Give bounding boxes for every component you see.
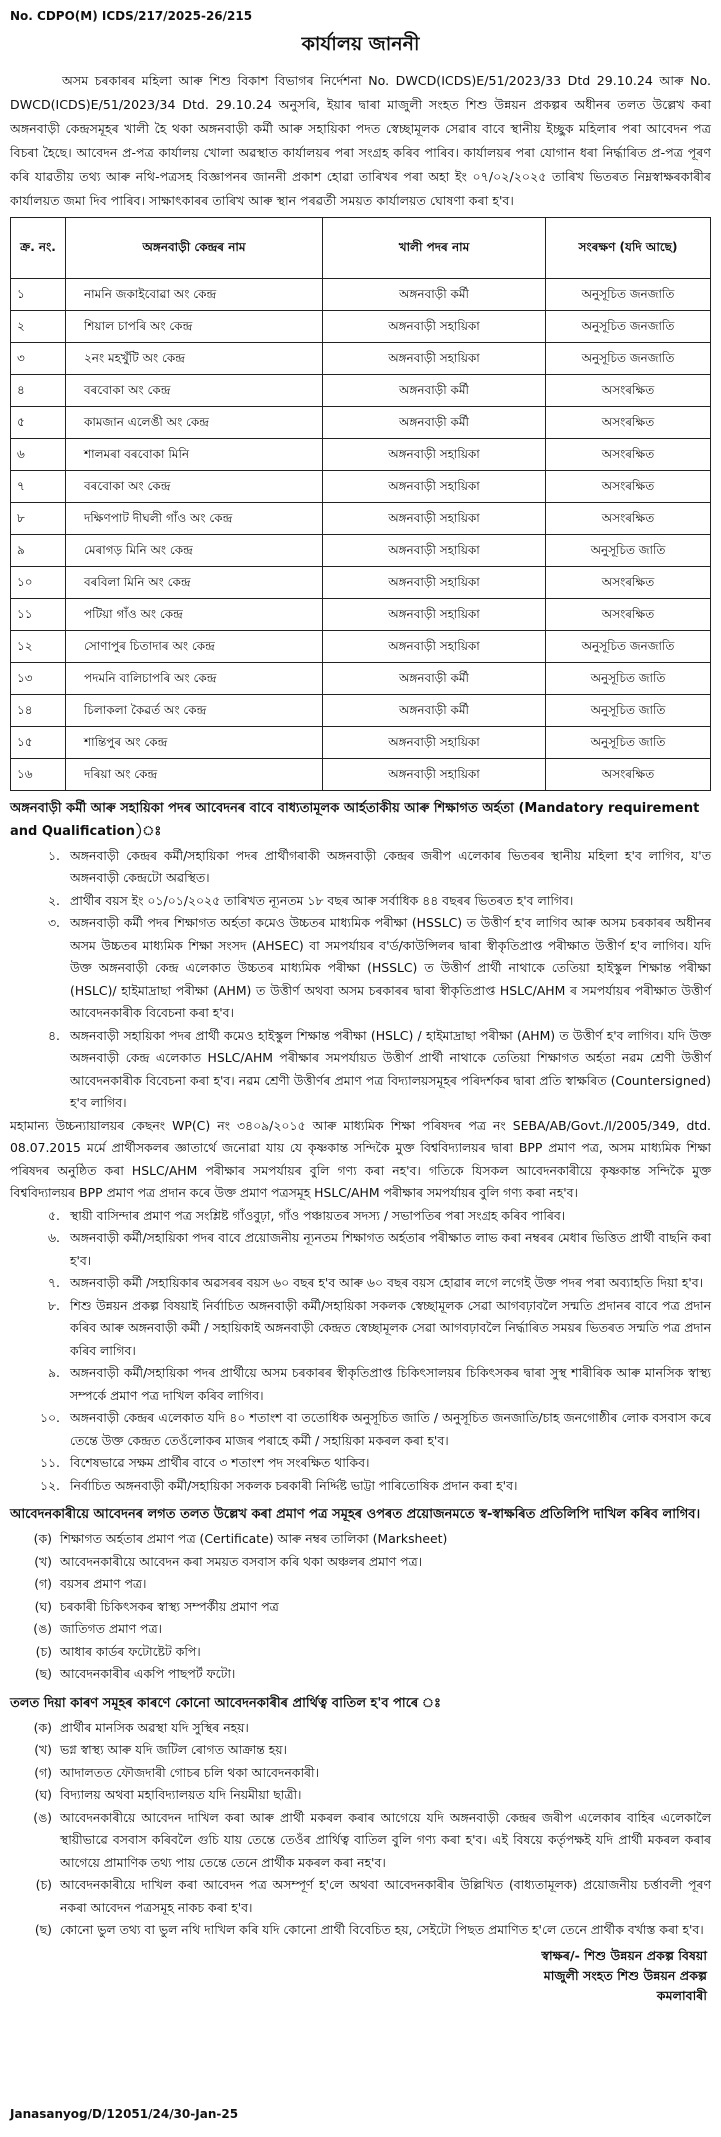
list-item-number: (ছ) [34,1922,52,1938]
list-item [10,1452,711,1475]
list-item-text: ভগ্ন স্বাস্থ্য আৰু যদি জটিল ৰোগত আক্ৰান্ত হয়। [60,1742,287,1758]
list-item-number: (ছ) [34,1666,52,1682]
list-item-number: (ঘ) [34,1787,52,1803]
list-item [10,845,711,890]
cell-post-name: অঙ্গনবাড়ী সহায়িকা [323,502,546,534]
signature-line-3: কমলাবাৰী [656,1987,707,2003]
intro-paragraph: অসম চৰকাৰৰ মহিলা আৰু শিশু বিকাশ বিভাগৰ নিৰ্দেশনা No. DWCD(ICDS)E/51/2023/33 Dtd 29.10.24 আৰু No. DWCD(ICDS)E/51/2023/34 Dtd. 29.10.24 অনুসৰি, ইয়াৰ দ্বাৰা মাজুলী সংহত শিশু উন্নয়ন প্ৰকল্পৰ অধীনৰ তলত উল্লেখ কৰা অঙ্গনবাড়ী কেন্দ্ৰসমূহৰ খালী হৈ থকা অঙ্গনবাড়ী কৰ্মী আৰু সহায়িকা পদত স্বেচ্ছামূলক সেৱাৰ বাবে স্থানীয় ইচ্ছুক মহিলাৰ পৰা আবেদন পত্ৰ বিচৰা হৈছে। আবেদন প্ৰ-পত্ৰ কাৰ্যালয় খোলা অৱস্থাত কাৰ্যালয়ৰ পৰা সংগ্ৰহ কৰিব পাৰিব। কাৰ্যালয়ৰ পৰা যোগান ধৰা নিৰ্দ্ধাৰিত প্ৰ-পত্ৰ পূৰণ কৰি যাৱতীয় তথ্য আৰু নথি-পত্ৰসহ বিজ্ঞাপনৰ জাননী প্ৰকাশ হোৱা তাৰিখৰ পৰা অহা ইং ০৭/০২/২০২৫ তাৰিখ ভিতৰত নিম্নস্বাক্ষৰকাৰীৰ কাৰ্যালয়ত জমা দিব পাৰিব। সাক্ষাৎকাৰৰ তাৰিখ আৰু স্থান পৰৱৰ্তী সময়ত কাৰ্যালয়ত ঘোষণা কৰা হ'ব। [10,72,711,208]
cell-reservation: অনুসূচিত জনজাতি [546,342,711,374]
list-item-text: আবেদনকাৰীয়ে আবেদন কৰা সময়ত বসবাস কৰি থকা অঞ্চলৰ প্ৰমাণ পত্ৰ। [60,1553,423,1569]
list-item [10,1596,711,1619]
list-item [10,1205,711,1228]
list-item-number: ৪. [48,1027,60,1043]
col-header-sl: ক্ৰ. নং. [11,217,66,278]
list-item-number: ৯. [48,1365,60,1381]
list-item [10,1784,711,1807]
cell-sl: ১২ [11,630,66,662]
list-item [10,1551,711,1574]
qualification-list [10,845,711,1115]
rejection-list [10,1717,711,1942]
documents-heading: আবেদনকাৰীয়ে আবেদনৰ লগত তলত উল্লেখ কৰা প্ৰমাণ পত্ৰ সমূহৰ ওপৰত প্ৰয়োজনমতে স্ব-স্বাক্ষৰিত প্ৰতিলিপি দাখিল কৰিব লাগিব। [10,1507,701,1523]
table-row [11,310,711,342]
list-item-text: অঙ্গনবাড়ী কৰ্মী /সহায়িকাৰ অৱসৰৰ বয়স ৬০ বছৰ হ'ব আৰু ৬০ বছৰ বয়স হোৱাৰ লগে লগেই উক্ত পদৰ পৰা অব্যাহতি দিয়া হ'ব। [70,1275,704,1291]
documents-list [10,1528,711,1686]
cell-sl: ৫ [11,406,66,438]
rejection-heading: তলত দিয়া কাৰণ সমূহৰ কাৰণে কোনো আবেদনকাৰীৰ প্ৰাৰ্থিত্ব বাতিল হ'ব পাৰে ঃ [10,1695,441,1711]
signature-line-2: মাজুলী সংহত শিশু উন্নয়ন প্ৰকল্প [543,1967,707,1983]
cell-centre-name: মেৰাগড় মিনি অং কেন্দ্ৰ [66,534,323,566]
cell-post-name: অঙ্গনবাড়ী কৰ্মী [323,662,546,694]
cell-centre-name: শিয়াল চাপৰি অং কেন্দ্ৰ [66,310,323,342]
cell-sl: ১০ [11,566,66,598]
table-row [11,534,711,566]
list-item-text: শিক্ষাগত অৰ্হতাৰ প্ৰমাণ পত্ৰ (Certificate) আৰু নম্বৰ তালিকা (Marksheet) [60,1531,448,1547]
list-item-text: বিদ্যালয় অথবা মহাবিদ্যালয়ত যদি নিয়মীয়া ছাত্ৰী। [60,1787,302,1803]
list-item-number: ৫. [48,1207,60,1223]
list-item-number: (খ) [34,1742,52,1758]
table-row [11,374,711,406]
reference-number: No. CDPO(M) ICDS/217/2025-26/215 [10,9,253,23]
list-item-number: (ক) [33,1531,52,1547]
list-item-text: বিশেষভাৱে সক্ষম প্ৰাৰ্থীৰ বাবে ৩ শতাংশ পদ সংৰক্ষিত থাকিব। [70,1455,370,1471]
list-item [10,1025,711,1115]
list-item-number: ১১. [39,1455,60,1471]
table-row [11,758,711,790]
cell-post-name: অঙ্গনবাড়ী কৰ্মী [323,278,546,310]
list-item-number: (ঘ) [34,1598,52,1614]
cell-sl: ৩ [11,342,66,374]
cell-centre-name: কামজান এলেঙী অং কেন্দ্ৰ [66,406,323,438]
cell-post-name: অঙ্গনবাড়ী সহায়িকা [323,598,546,630]
cell-reservation: অসংৰক্ষিত [546,470,711,502]
cell-reservation: অসংৰক্ষিত [546,438,711,470]
list-item [10,890,711,913]
list-item-text: আবেদনকাৰীয়ে আবেদন দাখিল কৰা আৰু প্ৰাৰ্থী মকৰল কৰাৰ আগেয়ে যদি অঙ্গনবাড়ী কেন্দ্ৰৰ জৰীপ এলেকাৰ বাহিৰ এলেকালৈ স্থায়ীভাৱে বসবাস কৰিবলৈ গুচি যায় তেন্তে তেওঁৰ প্ৰাৰ্থিত্ব বাতিল বুলি গণ্য কৰা হ'ব। এই বিষয়ে কৰ্তৃপক্ষই যদি প্ৰাৰ্থী মকৰল কৰাৰ আগেয়ে প্ৰামাণিক তথ্য পায় তেন্তে তেনে প্ৰাৰ্থীক মকৰল কৰা নহ'ব। [60,1809,711,1870]
list-item [10,1641,711,1664]
list-item-text: স্থায়ী বাসিন্দাৰ প্ৰমাণ পত্ৰ সংশ্লিষ্ট গাঁওবুঢ়া, গাঁও পঞ্চায়তৰ সদস্য / সভাপতিৰ পৰা সংগ্ৰহ কৰিব পাৰিব। [70,1207,566,1223]
table-row [11,694,711,726]
cell-sl: ১১ [11,598,66,630]
list-item-number: (চ) [35,1877,52,1893]
cell-sl: ১৪ [11,694,66,726]
list-item-text: শিশু উন্নয়ন প্ৰকল্প বিষয়াই নিৰ্বাচিত অঙ্গনবাড়ী কৰ্মী/সহায়িকা সকলক স্বেচ্ছামূলক সেৱা আগবঢ়াবলৈ সন্মতি প্ৰদানৰ বাবে পত্ৰ প্ৰদান কৰিব আৰু অঙ্গনবাড়ী কৰ্মী / সহায়িকাই অঙ্গনবাড়ী কেন্দ্ৰত স্বেচ্ছামূলক সেৱা আগবঢ়াবলৈ নিৰ্দ্ধাৰিত সময়ৰ ভিতৰত সন্মতি পত্ৰ প্ৰদান কৰিব লাগিব। [70,1297,711,1358]
list-item-text: অঙ্গনবাড়ী সহায়িকা পদৰ প্ৰাৰ্থী কমেও হাইস্কুল শিক্ষান্ত পৰীক্ষা (HSLC) / হাইমাদ্ৰাছা পৰীক্ষা (AHM) ত উত্তীৰ্ণ হ'ব লাগিব। যদি উক্ত অঙ্গনবাড়ী কেন্দ্ৰ এলেকাত HSLC/AHM পৰীক্ষাৰ সমপৰ্যায়ত উত্তীৰ্ণ প্ৰাৰ্থী নাথাকে তেতিয়া শিক্ষাগত অৰ্হতা নৱম শ্ৰেণী উত্তীৰ্ণ আবেদনকাৰীক বিবেচনা কৰা হ'ব। নৱম শ্ৰেণী উত্তীৰ্ণৰ প্ৰমাণ পত্ৰ বিদ্যালয়সমূহৰ পৰিদৰ্শকৰ দ্বাৰা প্ৰতি স্বাক্ষৰিত (Countersigned) হ'ব লাগিব। [70,1027,711,1111]
cell-post-name: অঙ্গনবাড়ী সহায়িকা [323,470,546,502]
cell-sl: ৮ [11,502,66,534]
list-item-text: আবেদনকাৰীয়ে দাখিল কৰা আবেদন পত্ৰ অসম্পূৰ্ণ হ'লে অথবা আবেদনকাৰীৰ উল্লিখিত (বাধ্যতামূলক) প্ৰয়োজনীয় চৰ্ত্তাবলী পূৰণ নকৰা আবেদন পত্ৰসমূহ নাকচ কৰা হ'ব। [60,1877,711,1915]
list-item [10,1272,711,1295]
list-item-text: অঙ্গনবাড়ী কৰ্মী পদৰ শিক্ষাগত অৰ্হতা কমেও উচ্চতৰ মাধ্যমিক পৰীক্ষা (HSSLC) ত উত্তীৰ্ণ হ'ব লাগিব আৰু অসম চৰকাৰৰ অধীনৰ অসম উচ্চতৰ মাধ্যমিক শিক্ষা সংসদ (AHSEC) বা সমপৰ্যায়ৰ ব'ৰ্ড/কাউন্সিলৰ দ্বাৰা স্বীকৃতিপ্ৰাপ্ত পৰীক্ষাত উত্তীৰ্ণ হ'ব লাগিব। যদি উক্ত অঙ্গনবাড়ী কেন্দ্ৰ এলেকাত উচ্চতৰ মাধ্যমিক পৰীক্ষা (HSSLC) ত উত্তীৰ্ণ প্ৰাৰ্থী নাথাকে তেতিয়া হাইস্কুল শিক্ষান্ত পৰীক্ষা (HSLC)/ হাইমাদ্ৰাছা পৰীক্ষা (AHM) ত উত্তীৰ্ণ অথবা অসম চৰকাৰৰ দ্বাৰা স্বীকৃতিপ্ৰাপ্ত HSLC/AHM ৰ সমপৰ্যায়ৰ পৰীক্ষাত উত্তীৰ্ণ আবেদনকাৰীক বিবেচনা কৰা হ'ব। [70,915,711,1021]
cell-post-name: অঙ্গনবাড়ী কৰ্মী [323,406,546,438]
list-item-number: (গ) [34,1764,52,1780]
cell-centre-name: পদমনি বালিচাপৰি অং কেন্দ্ৰ [66,662,323,694]
list-item-number: (গ) [34,1576,52,1592]
list-item-text: আধাৰ কাৰ্ডৰ ফটোষ্টেট কপি। [60,1643,201,1659]
cell-post-name: অঙ্গনবাড়ী সহায়িকা [323,342,546,374]
cell-sl: ১৩ [11,662,66,694]
list-item-number: (খ) [34,1553,52,1569]
cell-centre-name: দৰিয়া অং কেন্দ্ৰ [66,758,323,790]
list-item [10,1874,711,1919]
cell-centre-name: নামনি জকাইবোৱা অং কেন্দ্ৰ [66,278,323,310]
list-item-text: বয়সৰ প্ৰমাণ পত্ৰ। [60,1576,147,1592]
cell-centre-name: পটিয়া গাঁও অং কেন্দ্ৰ [66,598,323,630]
table-row [11,278,711,310]
cell-centre-name: শালমৰা বৰবোকা মিনি [66,438,323,470]
cell-reservation: অনুসূচিত জনজাতি [546,278,711,310]
cell-centre-name: ২নং মহখুঁটি অং কেন্দ্ৰ [66,342,323,374]
list-item-number: ২. [48,892,60,908]
cell-sl: ৪ [11,374,66,406]
cell-post-name: অঙ্গনবাড়ী সহায়িকা [323,630,546,662]
table-row [11,662,711,694]
list-item-number: ১২. [39,1477,60,1493]
cell-centre-name: সোণাপুৰ চিতাদাৰ অং কেন্দ্ৰ [66,630,323,662]
list-item [10,1807,711,1875]
list-item [10,1919,711,1942]
signature-line-1: স্বাক্ষৰ/- শিশু উন্নয়ন প্ৰকল্প বিষয়া [541,1947,707,1963]
list-item-text: অঙ্গনবাড়ী কৰ্মী/সহায়িকা পদৰ বাবে প্ৰয়োজনীয় ন্যূনতম শিক্ষাগত অৰ্হতাৰ পৰীক্ষাত লাভ কৰা নম্বৰৰ মেধাৰ ভিত্তিত প্ৰাৰ্থী বাছনি কৰা হ'ব। [70,1230,711,1268]
table-row [11,502,711,534]
cell-sl: ২ [11,310,66,342]
cell-centre-name: বৰবিলা মিনি অং কেন্দ্ৰ [66,566,323,598]
cell-centre-name: চিলাকলা কৈৱৰ্ত অং কেন্দ্ৰ [66,694,323,726]
table-row [11,630,711,662]
table-row [11,438,711,470]
cell-reservation: অনুসূচিত জনজাতি [546,630,711,662]
table-row [11,598,711,630]
page-title: কাৰ্যালয় জাননী [301,33,420,56]
list-item [10,1739,711,1762]
list-item-number: (ঙ) [33,1809,52,1825]
list-item-number: ৭. [48,1275,60,1291]
cell-post-name: অঙ্গনবাড়ী সহায়িকা [323,438,546,470]
list-item [10,1528,711,1551]
cell-centre-name: বৰবোকা অং কেন্দ্ৰ [66,470,323,502]
cell-reservation: অনুসূচিত জাতি [546,662,711,694]
cell-reservation: অসংৰক্ষিত [546,502,711,534]
table-row [11,566,711,598]
list-item-text: আবেদনকাৰীৰ একপি পাছপৰ্ট ফটো। [60,1666,236,1682]
table-row [11,470,711,502]
qualification-heading: অঙ্গনবাড়ী কৰ্মী আৰু সহায়িকা পদৰ আবেদনৰ বাবে বাধ্যতামূলক আৰ্হতাকীয় আৰু শিক্ষাগত অৰ্হতা (Mandatory requirement and Qualification)ঃ [10,800,700,839]
cell-sl: ১ [11,278,66,310]
list-item-number: ৩. [48,915,60,931]
cell-sl: ৭ [11,470,66,502]
list-item-text: প্ৰাৰ্থীৰ মানসিক অৱস্থা যদি সুস্থিৰ নহয়। [60,1719,249,1735]
list-item-number: (ঙ) [33,1621,52,1637]
cell-sl: ৯ [11,534,66,566]
list-item [10,1762,711,1785]
signature-block [10,1946,711,2006]
cell-post-name: অঙ্গনবাড়ী কৰ্মী [323,374,546,406]
table-row [11,406,711,438]
list-item-text: জাতিগত প্ৰমাণ পত্ৰ। [60,1621,162,1637]
list-item-number: (ক) [33,1719,52,1735]
table-header-row [11,217,711,278]
cell-post-name: অঙ্গনবাড়ী সহায়িকা [323,758,546,790]
vacancy-table [10,217,711,791]
footer-reference: Janasanyog/D/12051/24/30-Jan-25 [10,2106,239,2121]
list-item-number: ৬. [48,1230,60,1246]
list-item-text: কোনো ভুল তথ্য বা ভুল নথি দাখিল কৰি যদি কোনো প্ৰাৰ্থী বিবেচিত হয়, সেইটো পিছত প্ৰমাণিত হ'লে তেনে প্ৰাৰ্থীক বৰ্খাস্ত কৰা হ'ব। [60,1922,704,1938]
list-item [10,1618,711,1641]
cell-post-name: অঙ্গনবাড়ী সহায়িকা [323,310,546,342]
col-header-reservation: সংৰক্ষণ (যদি আছে) [546,217,711,278]
cell-reservation: অনুসূচিত জনজাতি [546,310,711,342]
table-row [11,726,711,758]
cell-reservation: অসংৰক্ষিত [546,406,711,438]
cell-centre-name: শান্তিপুৰ অং কেন্দ্ৰ [66,726,323,758]
list-item-text: প্ৰাৰ্থীৰ বয়স ইং ০১/০১/২০২৫ তাৰিখত ন্যূনতম ১৮ বছৰ আৰু সৰ্বাধিক ৪৪ বছৰৰ ভিতৰত হ'ব লাগিব। [70,892,574,908]
cell-reservation: অনুসূচিত জাতি [546,726,711,758]
list-item-text: অঙ্গনবাড়ী কৰ্মী/সহায়িকা পদৰ প্ৰাৰ্থীয়ে অসম চৰকাৰৰ স্বীকৃতিপ্ৰাপ্ত চিকিৎসালয়ৰ চিকিৎসকৰ দ্বাৰা সুস্থ শাৰীৰিক আৰু মানসিক স্বাস্থ্য সম্পৰ্কে প্ৰমাণ পত্ৰ দাখিল কৰিব লাগিব। [70,1365,711,1403]
list-item-number: (চ) [35,1643,52,1659]
cell-reservation: অনুসূচিত জাতি [546,694,711,726]
list-item [10,1227,711,1272]
vacancy-table-body [11,278,711,790]
cell-post-name: অঙ্গনবাড়ী কৰ্মী [323,694,546,726]
table-row [11,342,711,374]
cell-reservation: অসংৰক্ষিত [546,566,711,598]
cell-sl: ১৫ [11,726,66,758]
list-item [10,1407,711,1452]
qualification-note: মহামান্য উচ্চন্যায়ালয়ৰ কেছনং WP(C) নং ৩৪০৯/২০১৫ আৰু মাধ্যমিক শিক্ষা পৰিষদৰ পত্ৰ নং SEBA/AB/Govt./I/2005/349, dtd. 08.07.2015 মৰ্মে প্ৰাৰ্থীসকলৰ জ্ঞাতাৰ্থে জনোৱা যায় যে কৃষ্ণকান্ত সন্দিকৈ মুক্ত বিশ্ববিদ্যালয়ৰ দ্বাৰা BPP প্ৰমাণ পত্ৰ, অসম মাধ্যমিক শিক্ষা পৰিষদৰ অনুষ্ঠিত কৰা HSLC/AHM পৰীক্ষাৰ সমপৰ্যায়ৰ বুলি গণ্য কৰা নহ'ব। গতিকে যিসকল আবেদনকাৰীয়ে কৃষ্ণকান্ত সন্দিকৈ মুক্ত বিশ্ববিদ্যালয়ৰ BPP প্ৰমাণ পত্ৰ প্ৰদান কৰে উক্ত প্ৰমাণ পত্ৰসমূহ HSLC/AHM পৰীক্ষাৰ সমপৰ্যায়ৰ বুলি গণ্য কৰা নহ'ব। [10,1117,711,1201]
cell-reservation: অসংৰক্ষিত [546,374,711,406]
col-header-centre: অঙ্গনবাড়ী কেন্দ্ৰৰ নাম [66,217,323,278]
cell-centre-name: দক্ষিণপাট দীঘলী গাঁও অং কেন্দ্ৰ [66,502,323,534]
list-item-number: ৮. [48,1297,60,1313]
cell-sl: ১৬ [11,758,66,790]
list-item-text: আদালতত ফৌজদাৰী গোচৰ চলি থকা আবেদনকাৰী। [60,1764,320,1780]
qualification-list-continued [10,1205,711,1498]
list-item-text: চৰকাৰী চিকিৎসকৰ স্বাস্থ্য সম্পৰ্কীয় প্ৰমাণ পত্ৰ [60,1598,279,1614]
list-item-number: ১. [48,847,60,863]
cell-sl: ৬ [11,438,66,470]
list-item-text: অঙ্গনবাড়ী কেন্দ্ৰৰ এলেকাত যদি ৪০ শতাংশ বা ততোধিক অনুসূচিত জাতি / অনুসূচিত জনজাতি/চাহ জনগোষ্ঠীৰ লোক বসবাস কৰে তেন্তে উক্ত কেন্দ্ৰত তেওঁলোকৰ মাজৰ পৰাহে কৰ্মী / সহায়িকা মকৰল কৰা হ'ব। [70,1410,711,1448]
list-item-number: ১০. [39,1410,60,1426]
list-item [10,1663,711,1686]
cell-post-name: অঙ্গনবাড়ী সহায়িকা [323,726,546,758]
col-header-post: খালী পদৰ নাম [323,217,546,278]
list-item [10,1362,711,1407]
cell-reservation: অনুসূচিত জাতি [546,534,711,566]
list-item [10,1295,711,1363]
cell-post-name: অঙ্গনবাড়ী সহায়িকা [323,534,546,566]
list-item [10,1475,711,1498]
list-item [10,912,711,1025]
cell-reservation: অসংৰক্ষিত [546,598,711,630]
cell-centre-name: বৰবোকা অং কেন্দ্ৰ [66,374,323,406]
list-item [10,1573,711,1596]
list-item-text: অঙ্গনবাড়ী কেন্দ্ৰৰ কৰ্মী/সহায়িকা পদৰ প্ৰাৰ্থীগৰাকী অঙ্গনবাড়ী কেন্দ্ৰৰ জৰীপ এলেকাৰ ভিতৰৰ স্থানীয় মহিলা হ'ব লাগিব, য'ত অঙ্গনবাড়ী কেন্দ্ৰটো অৱস্থিত। [70,847,711,886]
list-item [10,1717,711,1740]
cell-reservation: অসংৰক্ষিত [546,758,711,790]
list-item-text: নিৰ্বাচিত অঙ্গনবাড়ী কৰ্মী/সহায়িকা সকলক চৰকাৰী নিৰ্দ্দিষ্ট ভাট্টা পাৰিতোষিক প্ৰদান কৰা হ'ব। [70,1477,518,1493]
cell-post-name: অঙ্গনবাড়ী সহায়িকা [323,566,546,598]
